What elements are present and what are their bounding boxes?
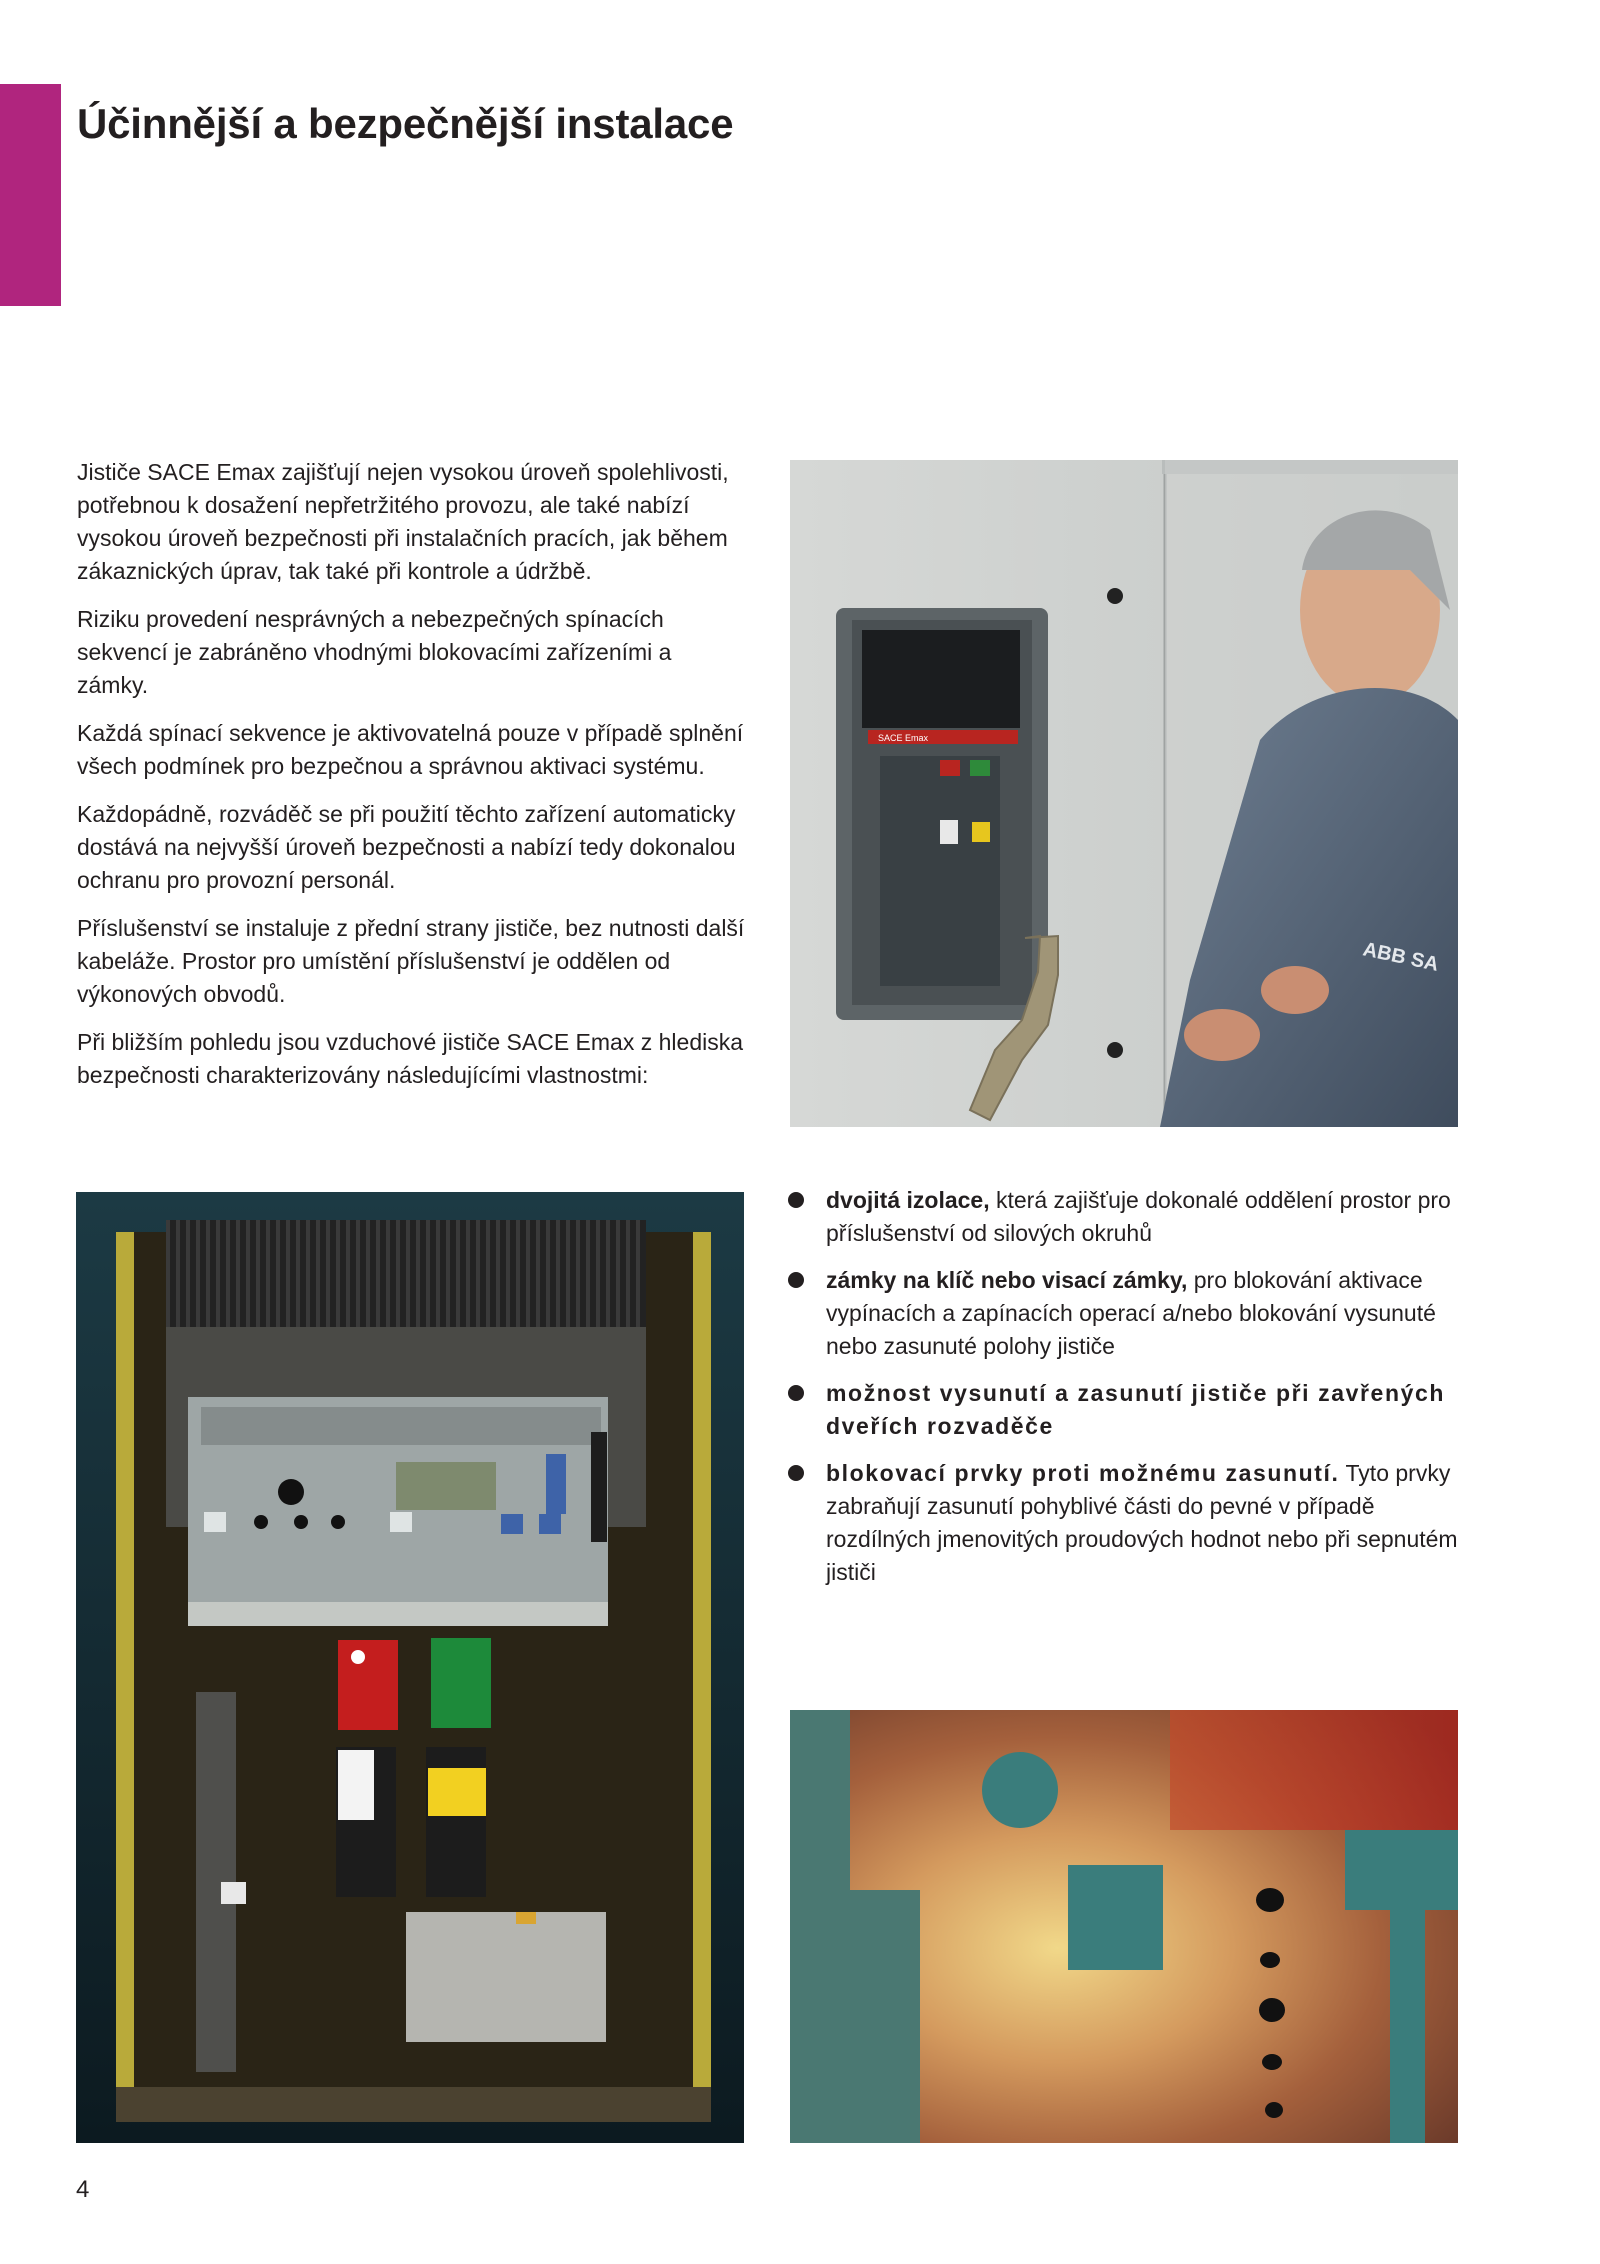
feature-title: dvojitá izolace, xyxy=(826,1187,990,1213)
bullet-icon xyxy=(788,1192,804,1208)
feature-text: která zajišťuje dokonalé oddělení prostor pro příslušenství od silových okruhů xyxy=(826,1187,1451,1246)
bullet-icon xyxy=(788,1385,804,1401)
feature-title: zámky na klíč nebo visací zámky, xyxy=(826,1267,1188,1293)
feature-title: blokovací prvky proti možnému zasunutí. xyxy=(826,1460,1340,1486)
breaker-display-label: SACE Emax xyxy=(878,733,929,743)
feature-item xyxy=(788,1457,1458,1589)
operator-photo xyxy=(790,460,1458,1127)
feature-text: Tyto prvky zabraňují zasunutí pohyblivé části do pevné v případě rozdílných jmenovitých proudových hodnot nebo při sepnutém jističi xyxy=(826,1460,1458,1585)
feature-list xyxy=(788,1184,1458,1603)
metal-plate-photo xyxy=(790,1710,1458,2143)
intro-paragraph: Při bližším pohledu jsou vzduchové jističe SACE Emax z hlediska bezpečnosti charakterizovány následujícími vlastnostmi: xyxy=(77,1029,744,1088)
feature-item xyxy=(788,1377,1458,1443)
feature-item xyxy=(788,1184,1458,1250)
feature-item xyxy=(788,1264,1458,1363)
jacket-badge-text: ABB SA xyxy=(1360,938,1441,976)
intro-paragraph: Jističe SACE Emax zajišťují nejen vysokou úroveň spolehlivosti, potřebnou k dosažení nepřetržitého provozu, ale také nabízí vysokou úroveň bezpečnosti při instalačních pracích, jak během zákaznických úprav, tak také při kontrole a údržbě. xyxy=(77,459,729,584)
feature-title: možnost vysunutí a zasunutí jističe při zavřených dveřích rozvaděče xyxy=(826,1380,1446,1439)
bullet-icon xyxy=(788,1272,804,1288)
feature-text: pro blokování aktivace vypínacích a zapínacích operací a/nebo blokování vysunuté nebo zasunuté polohy jističe xyxy=(826,1267,1436,1359)
intro-paragraph: Riziku provedení nesprávných a nebezpečných spínacích sekvencí je zabráněno vhodnými blokovacími zařízeními a zámky. xyxy=(77,606,672,698)
intro-paragraph: Příslušenství se instaluje z přední strany jističe, bez nutnosti další kabeláže. Prostor pro umístění příslušenství je oddělen od výkonových obvodů. xyxy=(77,915,745,1007)
breaker-internals-photo xyxy=(76,1192,744,2143)
bullet-icon xyxy=(788,1465,804,1481)
intro-paragraph: Každá spínací sekvence je aktivovatelná pouze v případě splnění všech podmínek pro bezpečnou a správnou aktivaci systému. xyxy=(77,720,744,779)
page-number: 4 xyxy=(76,2176,90,2203)
page-title: Účinnější a bezpečnější instalace xyxy=(77,100,734,147)
section-accent-bar xyxy=(0,84,61,306)
intro-text xyxy=(77,456,747,1107)
intro-paragraph: Každopádně, rozváděč se při použití těchto zařízení automaticky dostává na nejvyšší úroveň bezpečnosti a nabízí tedy dokonalou ochranu pro provozní personál. xyxy=(77,801,736,893)
